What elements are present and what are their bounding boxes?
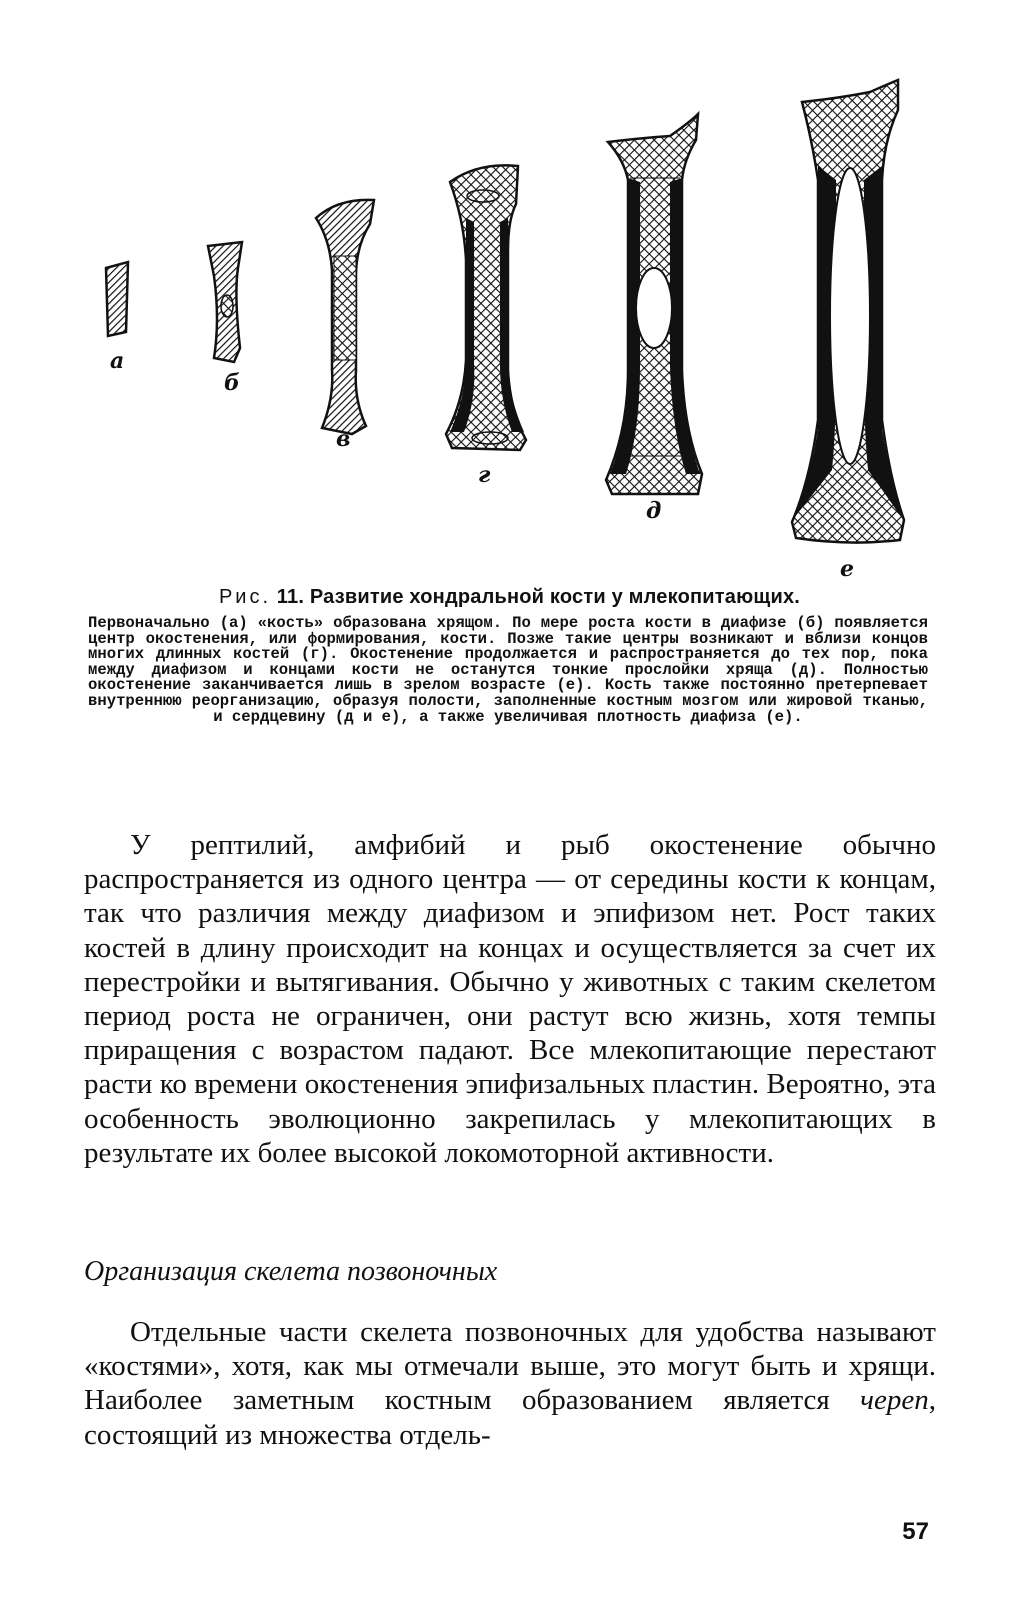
bone-label-v: в [336,426,351,452]
bone-stage-a [106,262,128,336]
figure-caption-body: Первоначально (а) «кость» образована хрящом. По мере роста кости в диафизе (б) появляется центр окостенения, или формирования, кости. Позже такие центры возникают и вблизи концов многих длинных костей (г). Окостенение продолжается и распространяется до тех пор, пока между диафизом и концами кости не останутся тонкие прослойки хряща (д). Полностью окостенение заканчивается лишь в зрелом возрасте (е). Кость также постоянно претерпевает внутреннюю реорганизацию, образуя полости, заполненные костным мозгом или жировой тканью, и сердцевину (д и е), а также увеличивая плотность диафиза (е). [88,614,928,726]
body-paragraph-1: У рептилий, амфибий и рыб окостенение обычно распространяется из одного центра — от середины кости к концам, так что различия между диафизом и эпифизом нет. Рост таких костей в длину происходит на концах и осуществляется за счет их перестройки и вытягивания. Обычно у животных с таким скелетом период роста не ограничен, они растут всю жизнь, хотя темпы приращения с возрастом падают. Все млекопитающие перестают расти ко времени окостенения эпифизальных пластин. Вероятно, эта особенность эволюционно закрепилась у млекопитающих в результате их более высокой локомоторной активности. [84,829,936,1169]
paragraph-2-text-before: Отдельные части скелета позвоночных для удобства называют «костями», хотя, как мы отмечали выше, это могут быть и хрящи. Наиболее заметным костным образованием является [84,1316,936,1417]
bone-label-d: д [646,498,662,524]
caption-title-text: Развитие хондральной кости у млекопитающих. [309,586,801,608]
bone-development-figure [80,70,940,590]
bone-stage-v [316,200,374,434]
caption-lead: Рис. [218,586,272,608]
caption-number: 11. [276,586,305,608]
body-paragraph-2 [84,1315,936,1452]
bone-stage-d [606,114,702,494]
bone-label-a: а [110,348,125,374]
bone-label-e: е [840,556,854,582]
bone-stage-e [792,80,904,543]
page-number: 57 [902,1518,929,1545]
bone-label-g: г [478,462,491,488]
bone-stage-g [446,165,526,450]
section-heading: Организация скелета позвоночных [84,1256,498,1287]
figure-caption-title [0,586,1019,609]
paragraph-2-text-after: , состоящий из множества отдель- [84,1384,936,1451]
bone-stage-b [208,242,242,362]
paragraph-2-term: череп [860,1384,929,1417]
bone-label-b: б [224,370,240,396]
